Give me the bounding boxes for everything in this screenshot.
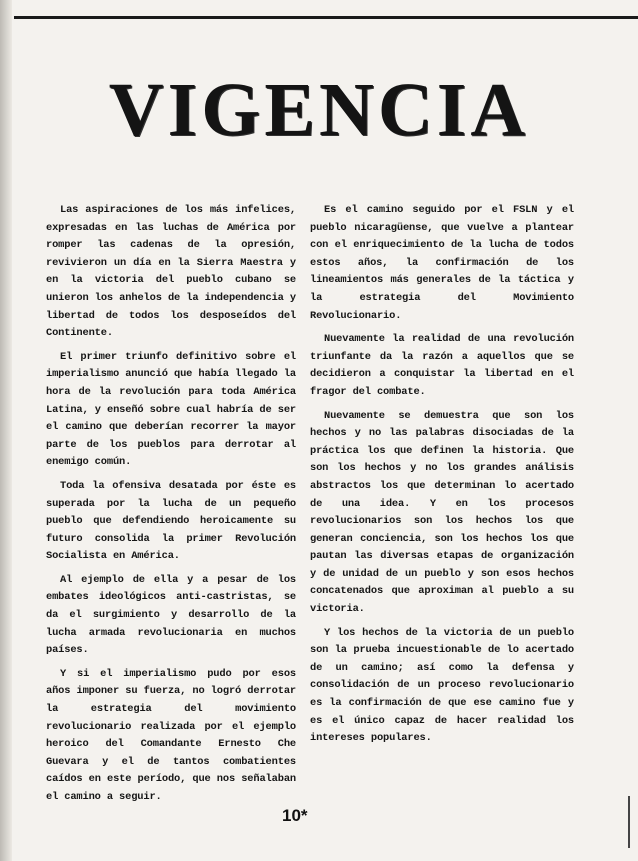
right-column <box>310 202 574 754</box>
paragraph: Las aspiraciones de los más infelices, expresadas en las luchas de América por romper las cadenas de la opresión, revivieron un día en la Sierra Maestra y en la victoria del pueblo cubano se unieron los anhelos de la independencia y libertad de todos los desposeídos del Continente. <box>46 204 296 340</box>
paragraph: Y los hechos de la victoria de un pueblo son la prueba incuestionable de lo acertado de un camino; así como la defensa y consolidación de un proceso revolucionario es la confirmación de que ese camino fue y es el único capaz de hacer realidad los intereses populares. <box>310 626 574 745</box>
paragraph: Es el camino seguido por el FSLN y el pueblo nicaragüense, que vuelve a plantear con el enriquecimiento de la lucha de todos estos años, la confirmación de los lineamientos más generales de la táctica y la estrategia del Movimiento Revolucionario. <box>310 204 574 322</box>
paragraph: Nuevamente la realidad de una revolución triunfante da la razón a aquellos que se decidieron a conquistar la libertad en el fragor del combate. <box>310 333 574 398</box>
paragraph: Y si el imperialismo pudo por esos años imponer su fuerza, no logró derrotar la estrategia del movimiento revolucionario realizada por el ejemplo heroico del Comandante Ernesto Che Guevara y el de tantos combatientes caídos en este período, que nos señalaban el camino a seguir. <box>46 667 296 803</box>
page-number: 10* <box>282 806 308 825</box>
paragraph: Toda la ofensiva desatada por éste es superada por la lucha de un pequeño pueblo que defendiendo heroicamente su futuro consolida la primer Revolución Socialista en América. <box>46 479 296 563</box>
paragraph: El primer triunfo definitivo sobre el imperialismo anunció que había llegado la hora de la revolución para toda América Latina, y enseñó sobre cual habría de ser el camino que deberían recorrer la mayor parte de los pueblos para derrotar al enemigo común. <box>46 350 296 469</box>
top-rule <box>14 16 638 19</box>
binding-mark <box>628 796 630 848</box>
paragraph: Al ejemplo de ella y a pesar de los embates ideológicos anti-castristas, se da el surgimiento y desarrollo de la lucha armada revolucionaria en muchos países. <box>46 573 296 657</box>
paragraph: Nuevamente se demuestra que son los hechos y no las palabras disociadas de la práctica los que definen la historia. Que son los hechos y no los grandes análisis abstractos los que determinan lo acertado de una idea. Y en los procesos revolucionarios son los hechos los que generan conciencia, son los hechos los que pautan las diversas etapas de organización y de unidad de un pueblo y son esos hechos concatenados que aproximan al pueblo a su victoria. <box>310 409 574 616</box>
left-column <box>46 202 296 813</box>
page-title: VIGENCIA <box>108 68 530 152</box>
